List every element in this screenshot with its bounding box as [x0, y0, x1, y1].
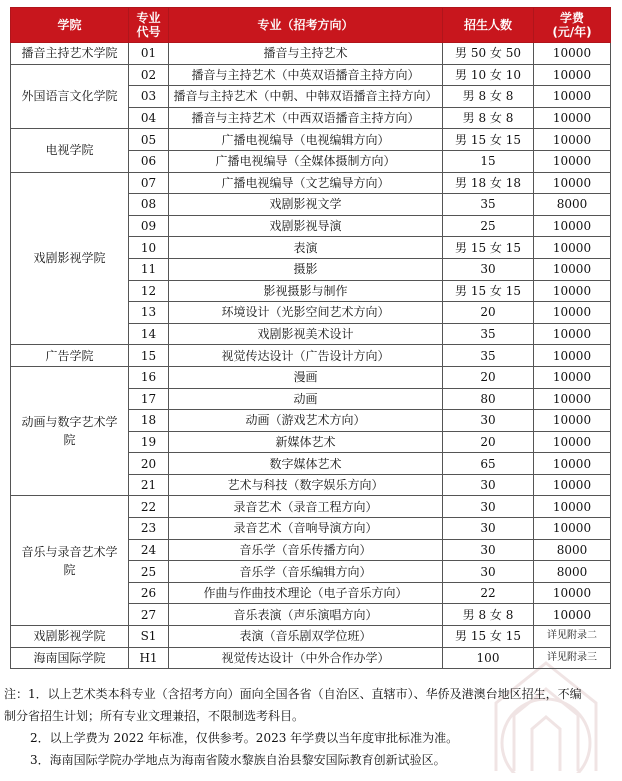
- major-code-cell: 10: [129, 237, 169, 259]
- major-code-cell: 16: [129, 366, 169, 388]
- note-1-line2: 制分省招生计划；所有专业文理兼招，不限制选考科目。: [4, 709, 305, 723]
- major-cell: 视觉传达设计（广告设计方向）: [169, 345, 443, 367]
- quota-cell: 30: [443, 474, 534, 496]
- fee-cell: 详见附录二: [534, 626, 611, 648]
- table-row: [11, 64, 611, 86]
- major-code-cell: 03: [129, 86, 169, 108]
- header-major: 专业（招考方向）: [169, 8, 443, 43]
- fee-cell: 10000: [534, 323, 611, 345]
- quota-cell: 35: [443, 323, 534, 345]
- quota-cell: 男 50 女 50: [443, 43, 534, 65]
- major-cell: 表演（音乐剧双学位班）: [169, 626, 443, 648]
- quota-cell: 22: [443, 582, 534, 604]
- major-code-cell: 18: [129, 410, 169, 432]
- major-cell: 播音与主持艺术（中西双语播音主持方向）: [169, 107, 443, 129]
- fee-cell: 10000: [534, 86, 611, 108]
- header-fee-line2: (元/年): [552, 25, 592, 39]
- major-cell: 数字媒体艺术: [169, 453, 443, 475]
- major-code-cell: 12: [129, 280, 169, 302]
- major-cell: 播音与主持艺术（中朝、中韩双语播音主持方向）: [169, 86, 443, 108]
- major-code-cell: 25: [129, 561, 169, 583]
- major-code-cell: 19: [129, 431, 169, 453]
- table-row: [11, 43, 611, 65]
- quota-cell: 20: [443, 366, 534, 388]
- quota-cell: 男 15 女 15: [443, 626, 534, 648]
- major-cell: 播音与主持艺术（中英双语播音主持方向）: [169, 64, 443, 86]
- major-code-cell: 02: [129, 64, 169, 86]
- fee-cell: 10000: [534, 518, 611, 540]
- major-cell: 动画（游戏艺术方向）: [169, 410, 443, 432]
- table-row: [11, 345, 611, 367]
- college-cell: 外国语言文化学院: [11, 64, 129, 129]
- quota-cell: 男 8 女 8: [443, 107, 534, 129]
- fee-cell: 10000: [534, 431, 611, 453]
- college-cell: 电视学院: [11, 129, 129, 172]
- note-1-line1: 注：1．以上艺术类本科专业（含招考方向）面向全国各省（自治区、直辖市）、华侨及港澳台地区招生，不编: [4, 687, 582, 701]
- note-3: 3．海南国际学院办学地点为海南省陵水黎族自治县黎安国际教育创新试验区。: [30, 753, 446, 767]
- major-cell: 表演: [169, 237, 443, 259]
- quota-cell: 20: [443, 431, 534, 453]
- college-cell: 广告学院: [11, 345, 129, 367]
- major-code-cell: 21: [129, 474, 169, 496]
- table-header-row: [11, 8, 611, 43]
- major-code-cell: 13: [129, 302, 169, 324]
- major-cell: 录音艺术（音响导演方向）: [169, 518, 443, 540]
- fee-cell: 8000: [534, 194, 611, 216]
- major-code-cell: S1: [129, 626, 169, 648]
- quota-cell: 65: [443, 453, 534, 475]
- quota-cell: 男 15 女 15: [443, 237, 534, 259]
- major-code-cell: 15: [129, 345, 169, 367]
- fee-cell: 10000: [534, 64, 611, 86]
- fee-cell: 10000: [534, 107, 611, 129]
- quota-cell: 男 8 女 8: [443, 604, 534, 626]
- major-cell: 摄影: [169, 258, 443, 280]
- major-cell: 视觉传达设计（中外合作办学）: [169, 647, 443, 669]
- fee-cell: 10000: [534, 150, 611, 172]
- fee-cell: 10000: [534, 388, 611, 410]
- major-code-cell: 04: [129, 107, 169, 129]
- quota-cell: 20: [443, 302, 534, 324]
- fee-cell: 10000: [534, 474, 611, 496]
- fee-cell: 8000: [534, 561, 611, 583]
- major-code-cell: 11: [129, 258, 169, 280]
- header-fee: [534, 8, 611, 43]
- quota-cell: 30: [443, 496, 534, 518]
- major-code-cell: 07: [129, 172, 169, 194]
- major-code-cell: 20: [129, 453, 169, 475]
- major-code-cell: 24: [129, 539, 169, 561]
- major-code-cell: 23: [129, 518, 169, 540]
- table-row: [11, 129, 611, 151]
- fee-cell: 10000: [534, 258, 611, 280]
- table-row: [11, 626, 611, 648]
- fee-cell: 详见附录三: [534, 647, 611, 669]
- quota-cell: 15: [443, 150, 534, 172]
- header-college: 学院: [11, 8, 129, 43]
- fee-cell: 10000: [534, 604, 611, 626]
- major-cell: 新媒体艺术: [169, 431, 443, 453]
- header-code-line2: 代号: [136, 25, 161, 39]
- major-cell: 广播电视编导（全媒体摄制方向）: [169, 150, 443, 172]
- major-cell: 戏剧影视导演: [169, 215, 443, 237]
- major-cell: 环境设计（光影空间艺术方向）: [169, 302, 443, 324]
- major-code-cell: 14: [129, 323, 169, 345]
- header-major-code: [129, 8, 169, 43]
- fee-cell: 10000: [534, 410, 611, 432]
- header-code-line1: 专业: [136, 11, 161, 25]
- major-cell: 音乐表演（声乐演唱方向）: [169, 604, 443, 626]
- quota-cell: 80: [443, 388, 534, 410]
- major-code-cell: 22: [129, 496, 169, 518]
- table-row: [11, 496, 611, 518]
- fee-cell: 10000: [534, 366, 611, 388]
- fee-cell: 8000: [534, 539, 611, 561]
- fee-cell: 10000: [534, 345, 611, 367]
- major-code-cell: 17: [129, 388, 169, 410]
- college-cell: 播音主持艺术学院: [11, 43, 129, 65]
- quota-cell: 男 8 女 8: [443, 86, 534, 108]
- header-fee-line1: 学费: [559, 11, 584, 25]
- quota-cell: 100: [443, 647, 534, 669]
- college-cell: 动画与数字艺术学院: [11, 366, 129, 496]
- notes-section: [4, 683, 616, 771]
- major-code-cell: 27: [129, 604, 169, 626]
- major-code-cell: 06: [129, 150, 169, 172]
- major-cell: 音乐学（音乐传播方向）: [169, 539, 443, 561]
- fee-cell: 10000: [534, 215, 611, 237]
- major-cell: 戏剧影视美术设计: [169, 323, 443, 345]
- major-cell: 漫画: [169, 366, 443, 388]
- major-code-cell: H1: [129, 647, 169, 669]
- quota-cell: 男 10 女 10: [443, 64, 534, 86]
- table-row: [11, 366, 611, 388]
- major-cell: 艺术与科技（数字娱乐方向）: [169, 474, 443, 496]
- fee-cell: 10000: [534, 280, 611, 302]
- quota-cell: 25: [443, 215, 534, 237]
- fee-cell: 10000: [534, 129, 611, 151]
- fee-cell: 10000: [534, 237, 611, 259]
- table-row: [11, 647, 611, 669]
- quota-cell: 男 18 女 18: [443, 172, 534, 194]
- major-cell: 动画: [169, 388, 443, 410]
- quota-cell: 35: [443, 345, 534, 367]
- fee-cell: 10000: [534, 172, 611, 194]
- major-cell: 影视摄影与制作: [169, 280, 443, 302]
- note-2: 2．以上学费为 2022 年标准，仅供参考。2023 年学费以当年度审批标准为准。: [30, 731, 459, 745]
- quota-cell: 男 15 女 15: [443, 129, 534, 151]
- fee-cell: 10000: [534, 43, 611, 65]
- quota-cell: 30: [443, 258, 534, 280]
- major-code-cell: 09: [129, 215, 169, 237]
- quota-cell: 30: [443, 410, 534, 432]
- major-code-cell: 26: [129, 582, 169, 604]
- major-cell: 播音与主持艺术: [169, 43, 443, 65]
- college-cell: 戏剧影视学院: [11, 626, 129, 648]
- major-cell: 广播电视编导（电视编辑方向）: [169, 129, 443, 151]
- major-cell: 音乐学（音乐编辑方向）: [169, 561, 443, 583]
- major-cell: 录音艺术（录音工程方向）: [169, 496, 443, 518]
- major-cell: 作曲与作曲技术理论（电子音乐方向）: [169, 582, 443, 604]
- college-cell: 海南国际学院: [11, 647, 129, 669]
- major-cell: 广播电视编导（文艺编导方向）: [169, 172, 443, 194]
- fee-cell: 10000: [534, 302, 611, 324]
- fee-cell: 10000: [534, 453, 611, 475]
- quota-cell: 30: [443, 561, 534, 583]
- quota-cell: 30: [443, 539, 534, 561]
- major-code-cell: 08: [129, 194, 169, 216]
- header-quota: 招生人数: [443, 8, 534, 43]
- quota-cell: 30: [443, 518, 534, 540]
- quota-cell: 男 15 女 15: [443, 280, 534, 302]
- major-code-cell: 05: [129, 129, 169, 151]
- college-cell: 戏剧影视学院: [11, 172, 129, 345]
- college-cell: 音乐与录音艺术学院: [11, 496, 129, 626]
- fee-cell: 10000: [534, 496, 611, 518]
- major-code-cell: 01: [129, 43, 169, 65]
- admission-plan-table: [10, 7, 611, 669]
- table-row: [11, 172, 611, 194]
- major-cell: 戏剧影视文学: [169, 194, 443, 216]
- fee-cell: 10000: [534, 582, 611, 604]
- quota-cell: 35: [443, 194, 534, 216]
- table-body: [11, 43, 611, 669]
